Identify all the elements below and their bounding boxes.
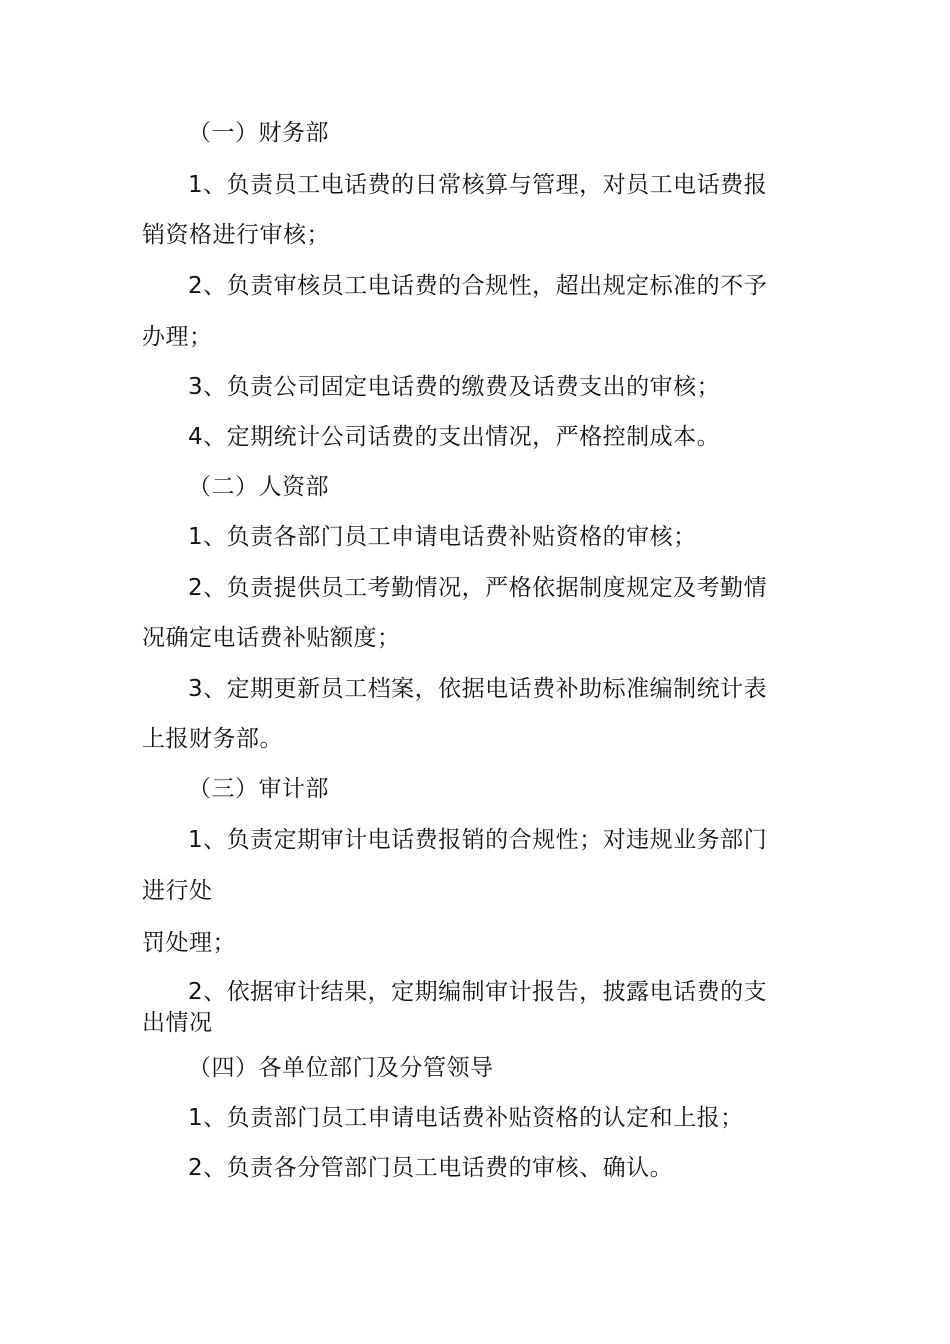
hr-item-2-line-2: 况确定电话费补贴额度； <box>142 625 401 651</box>
audit-item-1-line-1: 1、负责定期审计电话费报销的合规性；对违规业务部门 <box>188 827 768 853</box>
hr-item-3-line-2: 上报财务部。 <box>142 726 283 752</box>
audit-item-1-line-2: 进行处 <box>142 878 213 904</box>
finance-item-1-line-1: 1、负责员工电话费的日常核算与管理，对员工电话费报 <box>188 172 768 198</box>
units-item-2: 2、负责各分管部门员工电话费的审核、确认。 <box>188 1155 674 1181</box>
units-item-1: 1、负责部门员工申请电话费补贴资格的认定和上报； <box>188 1105 744 1131</box>
section-heading-finance: （一）财务部 <box>188 120 329 146</box>
hr-item-3-line-1: 3、定期更新员工档案，依据电话费补助标准编制统计表 <box>188 676 768 702</box>
finance-item-1-line-2: 销资格进行审核； <box>142 222 330 248</box>
hr-item-1: 1、负责各部门员工申请电话费补贴资格的审核； <box>188 524 697 550</box>
section-heading-units: （四）各单位部门及分管领导 <box>188 1055 494 1081</box>
hr-item-2-line-1: 2、负责提供员工考勤情况，严格依据制度规定及考勤情 <box>188 575 768 601</box>
finance-item-4: 4、定期统计公司话费的支出情况，严格控制成本。 <box>188 424 721 450</box>
section-heading-audit: （三）审计部 <box>188 776 329 802</box>
audit-item-1-line-3: 罚处理； <box>142 930 236 956</box>
audit-item-2-line-1: 2、依据审计结果，定期编制审计报告，披露电话费的支 <box>188 979 768 1005</box>
finance-item-2-line-2: 办理； <box>142 324 213 350</box>
finance-item-3: 3、负责公司固定电话费的缴费及话费支出的审核； <box>188 374 721 400</box>
section-heading-hr: （二）人资部 <box>188 474 329 500</box>
finance-item-2-line-1: 2、负责审核员工电话费的合规性，超出规定标准的不予 <box>188 273 768 299</box>
audit-item-2-line-2: 出情况 <box>142 1010 213 1036</box>
